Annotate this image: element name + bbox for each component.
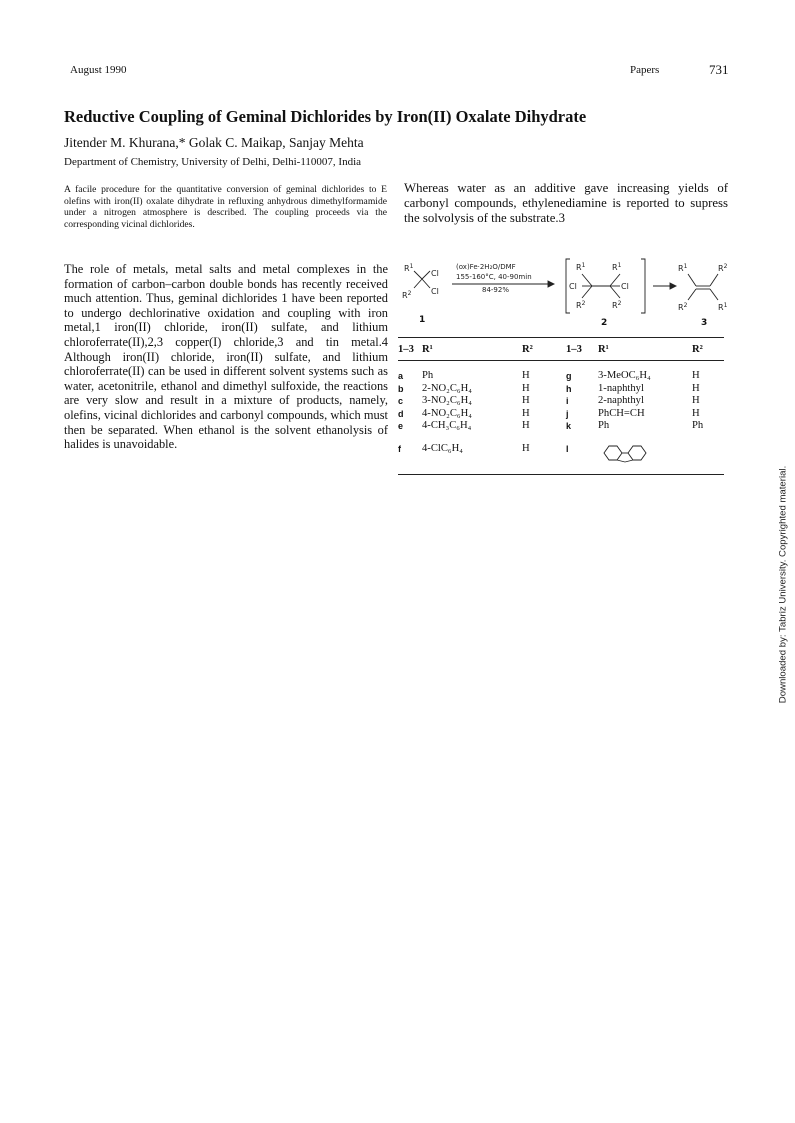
table-cell: Ph <box>422 370 434 381</box>
table-cell: H <box>522 370 530 381</box>
table-row <box>398 433 724 474</box>
svg-text:R2: $R^2$ <box>576 300 586 310</box>
table-header: R² <box>692 344 703 355</box>
table-row <box>398 361 724 383</box>
table-header: R¹ <box>598 344 609 355</box>
svg-text:R2: $R^2$ <box>718 263 728 273</box>
compound-label-3: 3 <box>701 318 708 328</box>
table-cell: k <box>566 421 572 432</box>
abstract: A facile procedure for the quantitative conversion of geminal dichlorides to E olefins with iron(II) oxalate dihydrate in refluxing anhydrous dimethylformamide under a nitrogen atmosphere is described. The coupling proceeds via the corresponding vicinal dichlorides. <box>64 184 387 230</box>
svg-text:R2: $R^2$ <box>678 302 688 312</box>
table-cell: g <box>566 371 572 381</box>
header-journal: Papers <box>630 64 660 76</box>
authors: Jitender M. Khurana,* Golak C. Maikap, Sanjay Mehta <box>64 135 364 150</box>
scheme-yield: 84-92% <box>482 286 509 294</box>
table-cell: 2-naphthyl <box>598 395 644 407</box>
table-cell: Ph <box>598 420 610 432</box>
table-cell: h <box>566 383 572 394</box>
body-text-right: Whereas water as an additive gave increasing yields of carbonyl compounds, ethylenediamine is reported to supress the solvolysis of the substrate.3 <box>404 181 728 225</box>
table-cell: H <box>692 370 700 381</box>
table-cell: d <box>398 408 404 419</box>
table-cell: H <box>522 382 530 394</box>
table-cell: 4-CH₃C₆H₄ <box>422 420 472 432</box>
svg-text:R1: $R^1$ <box>718 302 728 312</box>
svg-text:Cl: Cl <box>431 287 439 296</box>
scheme-reagent: (ox)Fe·2H₂O/DMF <box>456 263 516 271</box>
svg-text:R2: $R^2$ <box>612 300 622 310</box>
table-header: R¹ <box>422 344 433 355</box>
svg-text:R1: $R^1$ <box>612 262 622 272</box>
table-cell: H <box>522 420 530 432</box>
download-watermark: Downloaded by: Tabriz University. Copyrighted material. <box>777 465 789 704</box>
svg-text:R1: $R^1$ <box>404 263 414 273</box>
table-cell: j <box>566 408 569 419</box>
svg-text:R2: $R^2$ <box>402 290 412 300</box>
table-cell: e <box>398 421 404 432</box>
table-cell: H <box>522 395 530 407</box>
fluorenylidene-structure <box>598 433 692 474</box>
table-header: 1–3 <box>566 344 582 355</box>
table-cell: H <box>522 442 530 454</box>
table-cell: 3-MeOC₆H₄ <box>598 370 651 381</box>
fluorene-ring-drawing <box>598 443 654 463</box>
header-date: August 1990 <box>70 64 127 76</box>
table-cell: i <box>566 396 569 407</box>
compound-label-2: 2 <box>601 318 608 328</box>
svg-text:R1: $R^1$ <box>678 263 688 273</box>
scheme-conditions: 155-160°C, 40-90min <box>456 273 532 281</box>
table-cell: l <box>566 443 569 454</box>
paper-title: Reductive Coupling of Geminal Dichlorides by Iron(II) Oxalate Dihydrate <box>64 107 587 126</box>
reaction-scheme <box>398 256 733 328</box>
substituent-table <box>398 337 724 475</box>
table-cell: 4-NO₂C₆H₄ <box>422 407 472 419</box>
table-cell: c <box>398 396 404 407</box>
affiliation: Department of Chemistry, University of Delhi, Delhi-110007, India <box>64 156 362 168</box>
table-cell: H <box>692 382 700 394</box>
table-cell: b <box>398 383 404 394</box>
table-cell: PhCH=CH <box>598 407 645 419</box>
body-text-left: The role of metals, metal salts and metal complexes in the formation of carbon–carbon double bonds has recently received much attention. Thus, geminal dichlorides 1 have been reported to undergo dechlorinative oxidation and coupling with iron metal,1 iron(II) chloride, iron(II) sulfate, and lithium chloroferrate(II),2,3 copper(I) chloride,3 and tin metal.4 Although iron(II) chloride, iron(II) sulfate, and lithium chloroferrate(II) can be used in different solvent systems such as water, acetonitrile, ethanol and dimethyl sulfoxide, the reactions are very slow and result in a mixture of products, namely, olefins, vicinal dichlorides and carbonyl compounds, which must then be separated. When ethanol is the solvent ethanolysis of halides is unavoidable. <box>64 262 388 452</box>
table-cell: f <box>398 443 401 454</box>
table-row <box>398 395 724 408</box>
table-cell: Ph <box>692 420 704 432</box>
page-number: 731 <box>709 62 729 77</box>
table-header: R² <box>522 344 533 355</box>
svg-text:Cl: Cl <box>569 282 577 291</box>
table-cell: H <box>692 395 700 407</box>
table-header: 1–3 <box>398 344 414 355</box>
table-header-row <box>398 338 724 361</box>
table-cell: 2-NO₂C₆H₄ <box>422 382 472 394</box>
table-cell: 3-NO₂C₆H₄ <box>422 395 472 407</box>
svg-text:R1: $R^1$ <box>576 262 586 272</box>
table-row <box>398 383 724 396</box>
table-row <box>398 408 724 421</box>
table-cell: H <box>692 407 700 419</box>
compound-label-1: 1 <box>419 315 426 325</box>
svg-text:Cl: Cl <box>431 269 439 278</box>
table-cell: 4-ClC₆H₄ <box>422 442 463 454</box>
table-row <box>398 420 724 433</box>
table-cell: H <box>522 407 530 419</box>
svg-text:Cl: Cl <box>621 282 629 291</box>
table-cell <box>692 433 724 474</box>
table-cell: 1-naphthyl <box>598 382 644 394</box>
table-cell: a <box>398 371 404 381</box>
